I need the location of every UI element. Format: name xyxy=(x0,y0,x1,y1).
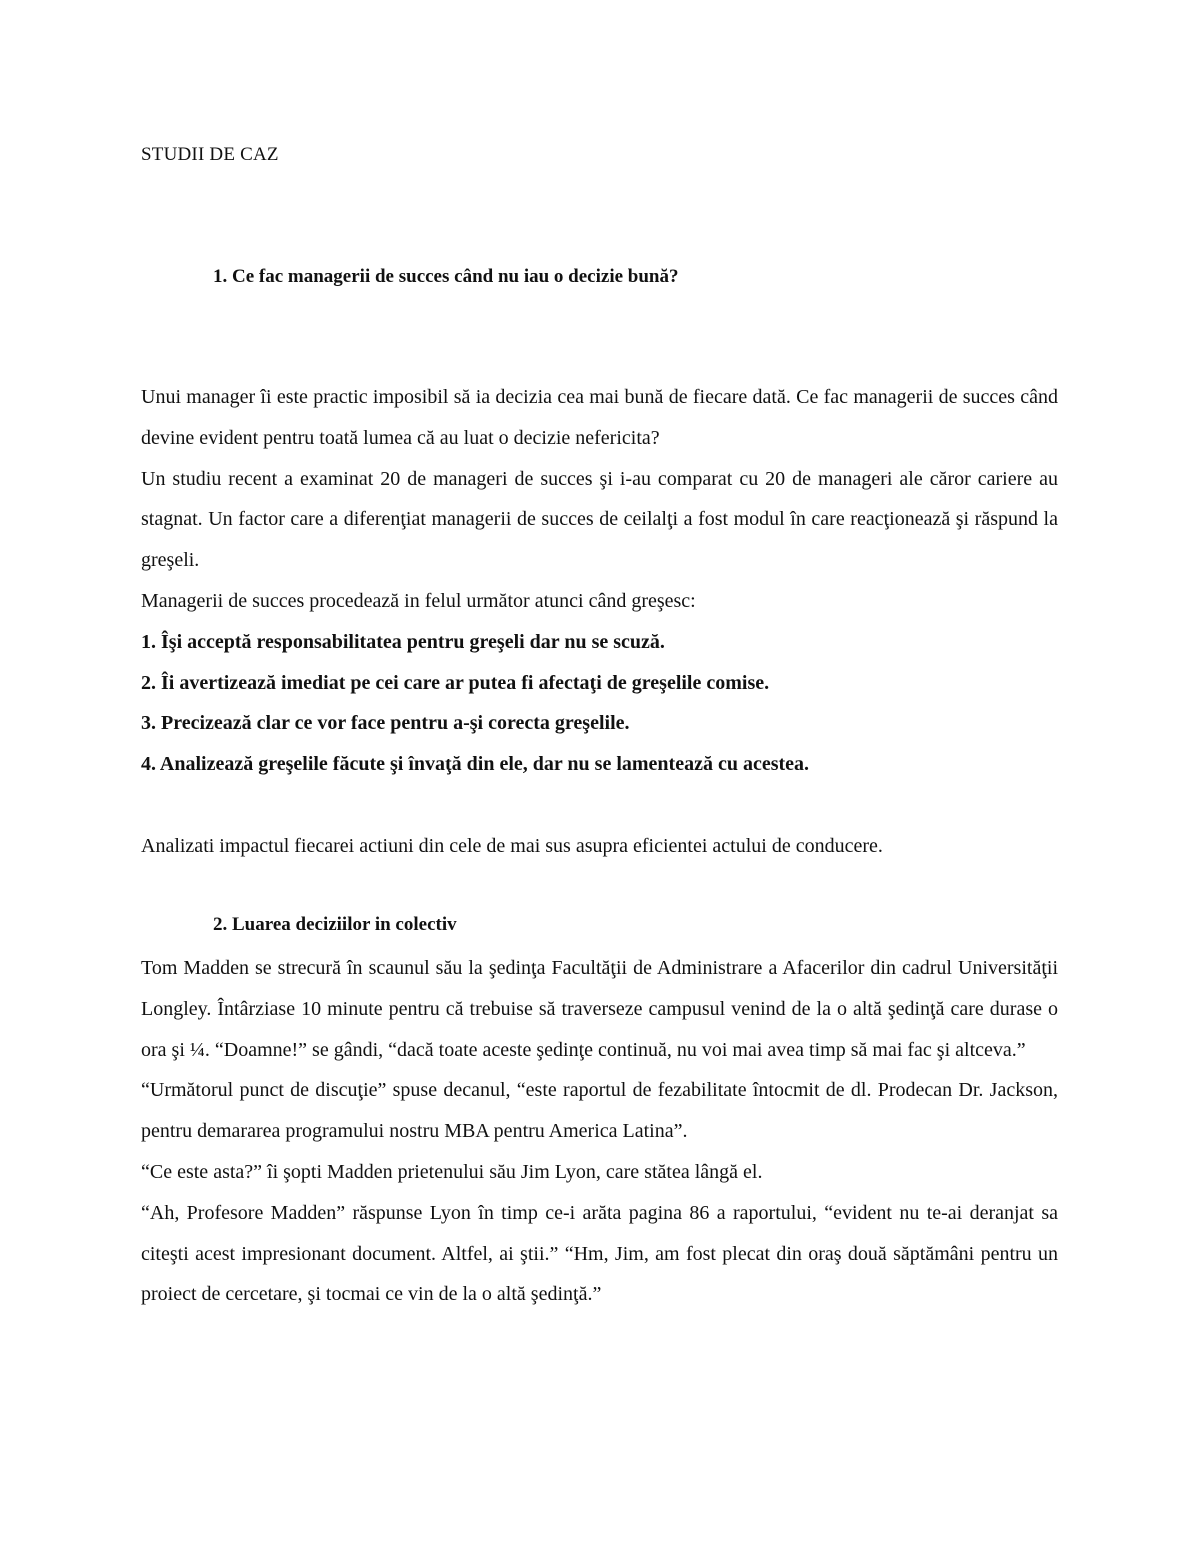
section-2-heading: 2. Luarea deciziilor in colectiv xyxy=(213,914,457,935)
section-1-lead-paragraph: Managerii de succes procedează in felul următor atunci când greşesc: xyxy=(141,589,696,612)
list-item-point-1: 1. Îşi acceptă responsabilitatea pentru greşeli dar nu se scuză. xyxy=(141,630,665,653)
section-2-paragraph-4: “Ah, Profesore Madden” răspunse Lyon în timp ce-i arăta pagina 86 a raportului, “evident nu te-ai deranjat sa citeşti acest impresionant document. Altfel, ai ştii.” “Hm, Jim, am fost plecat din oraş două săptămâni pentru un proiect de cercetare, şi tocmai ce vin de la o altă şedinţă.” xyxy=(141,1201,1058,1306)
section-1-study-paragraph: Un studiu recent a examinat 20 de manageri de succes şi i-au comparat cu 20 de manageri ale căror cariere au stagnat. Un factor care a diferenţiat managerii de succes de ceilalţi a fost modul în care reacţionează şi răspund la greşeli. xyxy=(141,467,1058,572)
document-title: STUDII DE CAZ xyxy=(141,144,279,165)
section-1-intro-paragraph: Unui manager îi este practic imposibil să ia decizia cea mai bună de fiecare dată. Ce fac managerii de succes când devine evident pentru toată lumea că au luat o decizie nefericita? xyxy=(141,386,1058,449)
section-2-paragraph-2: “Următorul punct de discuţie” spuse decanul, “este raportul de fezabilitate întocmit de dl. Prodecan Dr. Jackson, pentru demararea programului nostru MBA pentru America Latina”. xyxy=(141,1079,1058,1143)
list-item-point-2: 2. Îi avertizează imediat pe cei care ar putea fi afectaţi de greşelile comise. xyxy=(141,671,770,694)
section-2-body xyxy=(141,948,1058,1315)
section-1-task-paragraph: Analizati impactul fiecarei actiuni din cele de mai sus asupra eficientei actului de conducere. xyxy=(141,835,883,857)
section-1-body xyxy=(141,377,1058,785)
list-item-point-3: 3. Precizează clar ce vor face pentru a-şi corecta greşelile. xyxy=(141,712,630,735)
section-1-heading: 1. Ce fac managerii de succes când nu iau o decizie bună? xyxy=(213,266,679,287)
section-1-task xyxy=(141,826,1058,867)
list-item-point-4: 4. Analizează greşelile făcute şi învaţă din ele, dar nu se lamentează cu acestea. xyxy=(141,753,810,776)
section-2-paragraph-1: Tom Madden se strecură în scaunul său la şedinţa Facultăţii de Administrare a Afacerilor din cadrul Universităţii Longley. Întârziase 10 minute pentru că trebuise să traverseze campusul venind de la o altă şedinţă care durase o ora şi ¼. “Doamne!” se gândi, “dacă toate aceste şedinţe continuă, nu voi mai avea timp să mai fac şi altceva.” xyxy=(141,957,1058,1061)
section-2-paragraph-3: “Ce este asta?” îi şopti Madden prietenului său Jim Lyon, care stătea lângă el. xyxy=(141,1160,763,1183)
